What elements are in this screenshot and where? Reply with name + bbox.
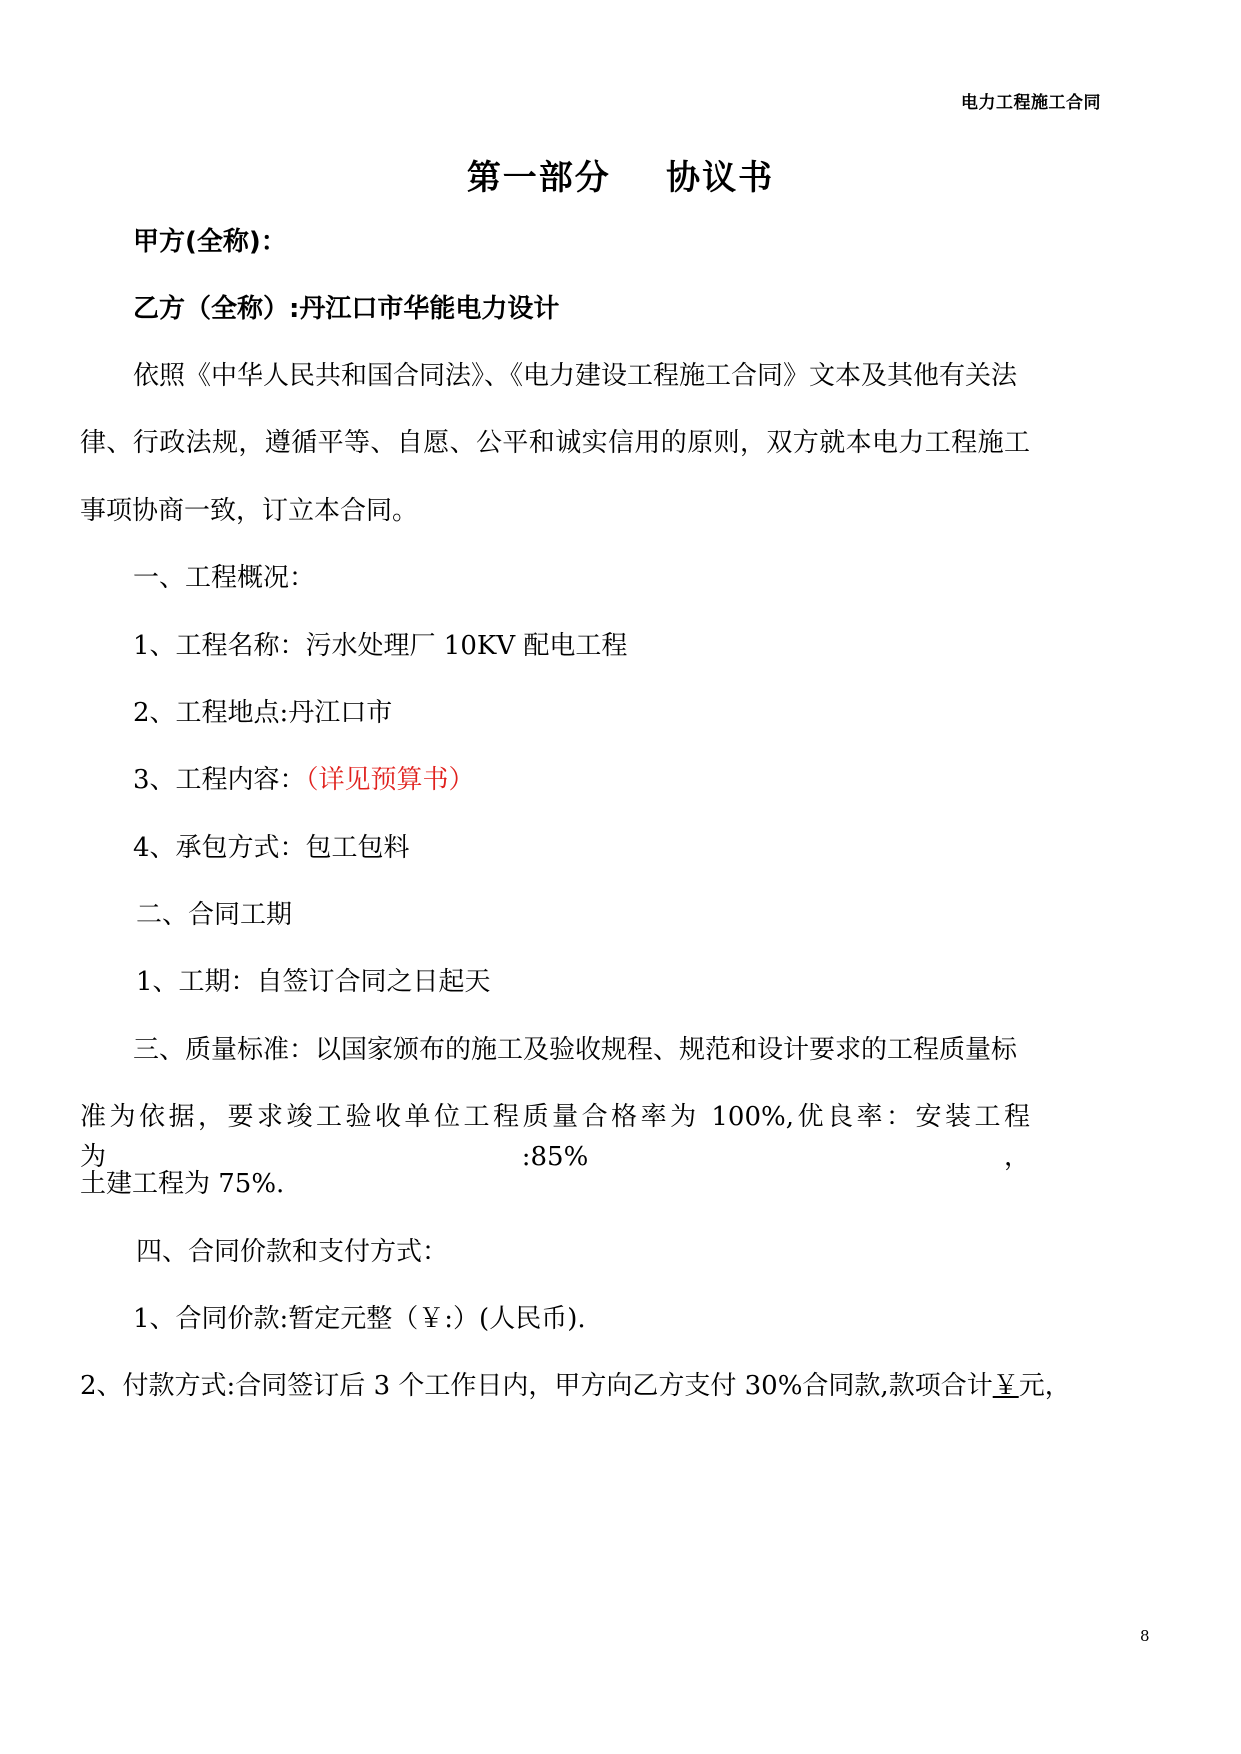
construction-period-item: 1、工期：自签订合同之日起天 xyxy=(136,967,491,997)
project-location-item: 2、工程地点:丹江口市 xyxy=(133,698,393,728)
payment-currency-symbol: ￥ xyxy=(992,1371,1019,1401)
party-a-label: 甲方(全称)： xyxy=(133,227,287,257)
intro-line-2: 律、行政法规，遵循平等、自愿、公平和诚实信用的原则，双方就本电力工程施工 xyxy=(80,428,1030,458)
section-4-heading: 四、合同价款和支付方式： xyxy=(136,1237,449,1267)
intro-line-1: 依照《中华人民共和国合同法》、《电力建设工程施工合同》文本及其他有关法 xyxy=(133,361,1018,391)
contract-mode-item: 4、承包方式：包工包料 xyxy=(133,833,410,863)
payment-method-text: 2、付款方式:合同签订后 3 个工作日内，甲方向乙方支付 30%合同款,款项合计 xyxy=(80,1371,993,1401)
intro-line-3: 事项协商一致，订立本合同。 xyxy=(80,496,419,526)
project-content-item xyxy=(133,760,475,800)
section-1-heading: 一、工程概况： xyxy=(133,563,316,593)
payment-method-item xyxy=(80,1366,1071,1406)
quality-standard-line-1: 三、质量标准：以国家颁布的施工及验收规程、规范和设计要求的工程质量标 xyxy=(133,1035,1018,1065)
quality-standard-line-2: 准为依据，要求竣工验收单位工程质量合格率为 100%,优良率：安装工程为:85%， xyxy=(80,1102,1030,1172)
payment-method-suffix: 元， xyxy=(1018,1371,1071,1401)
page-title: 第一部分 协议书 xyxy=(466,158,775,198)
project-name-item: 1、工程名称：污水处理厂 10KV 配电工程 xyxy=(133,631,628,661)
project-content-label: 3、工程内容： xyxy=(133,765,306,795)
project-content-value: （详见预算书） xyxy=(305,765,475,795)
quality-standard-line-3: 土建工程为 75%. xyxy=(80,1169,285,1199)
running-header: 电力工程施工合同 xyxy=(961,93,1101,113)
page-number: 8 xyxy=(1140,1627,1150,1645)
section-2-heading: 二、合同工期 xyxy=(136,900,293,930)
party-b-label: 乙方（全称）:丹江口市华能电力设计 xyxy=(133,294,560,324)
contract-price-item: 1、合同价款:暂定元整（￥:）(人民币). xyxy=(133,1304,586,1334)
